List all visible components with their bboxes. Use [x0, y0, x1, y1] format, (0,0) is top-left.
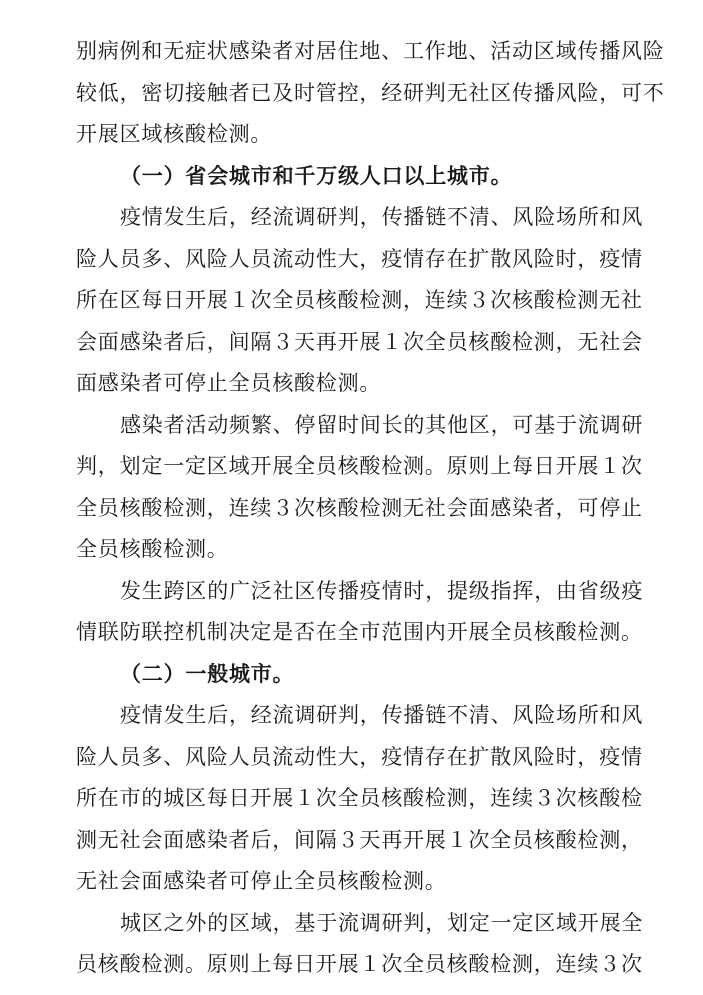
paragraph-line: 全员核酸检测。	[76, 537, 229, 561]
paragraph-line: 险人员多、风险人员流动性大，疫情存在扩散风险时，疫情	[76, 247, 643, 271]
paragraph-line: 全员核酸检测，连续３次核酸检测无社会面感染者，可停止	[76, 496, 643, 520]
paragraph-line: 无社会面感染者可停止全员核酸检测。	[76, 869, 447, 893]
section-heading-1: （一）省会城市和千万级人口以上城市。	[120, 164, 513, 188]
paragraph-line: 会面感染者后，间隔３天再开展１次全员核酸检测，无社会	[76, 330, 643, 354]
paragraph-line: 所在市的城区每日开展１次全员核酸检测，连续３次核酸检	[76, 786, 643, 810]
paragraph-line: 开展区域核酸检测。	[76, 122, 273, 146]
paragraph-line: 情联防联控机制决定是否在全市范围内开展全员核酸检测。	[76, 620, 643, 644]
paragraph-line: 别病例和无症状感染者对居住地、工作地、活动区域传播风险	[76, 39, 665, 63]
paragraph-line: 疫情发生后，经流调研判，传播链不清、风险场所和风	[120, 205, 644, 229]
paragraph-line: 测无社会面感染者后，间隔３天再开展１次全员核酸检测，	[76, 828, 643, 852]
paragraph-line: 判，划定一定区域开展全员核酸检测。原则上每日开展１次	[76, 454, 643, 478]
section-heading-2: （二）一般城市。	[120, 662, 295, 686]
paragraph-line: 发生跨区的广泛社区传播疫情时，提级指挥，由省级疫	[120, 579, 644, 603]
paragraph-line: 所在区每日开展１次全员核酸检测，连续３次核酸检测无社	[76, 288, 643, 312]
paragraph-line: 城区之外的区域，基于流调研判，划定一定区域开展全	[120, 911, 644, 935]
paragraph-line: 疫情发生后，经流调研判，传播链不清、风险场所和风	[120, 703, 644, 727]
paragraph-line: 感染者活动频繁、停留时间长的其他区，可基于流调研	[120, 413, 644, 437]
paragraph-line: 险人员多、风险人员流动性大，疫情存在扩散风险时，疫情	[76, 745, 643, 769]
paragraph-line: 较低，密切接触者已及时管控，经研判无社区传播风险，可不	[76, 81, 665, 105]
paragraph-line: 员核酸检测。原则上每日开展１次全员核酸检测，连续３次	[76, 952, 643, 976]
paragraph-line: 面感染者可停止全员核酸检测。	[76, 371, 382, 395]
